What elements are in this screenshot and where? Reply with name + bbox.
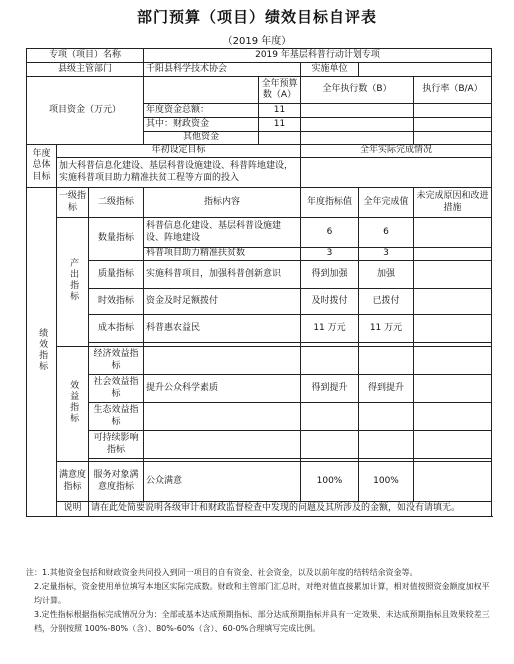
time-label: 时效指标 <box>89 289 144 315</box>
sustain-done <box>359 431 414 459</box>
social-annual: 得到提升 <box>301 375 359 403</box>
eco-label: 生态效益指标 <box>89 403 144 431</box>
funds-total-rate <box>414 104 492 118</box>
hdr-content: 指标内容 <box>144 188 301 218</box>
q1-content: 科普信息化建设、基层科普设施建设、阵地建设 <box>144 218 301 248</box>
econ-done <box>359 347 414 375</box>
page-title: 部门预算（项目）绩效目标自评表 <box>136 8 377 26</box>
footnote-1: 注：1.其他资金包括和财政资金共同投入到同一项目的自有资金、社会资金，以及以前年度的结转结余资金等。 <box>26 568 418 577</box>
time-reason <box>414 289 492 315</box>
time-annual: 及时拨付 <box>301 289 359 315</box>
satisfaction-annual: 100% <box>301 462 359 502</box>
eco-done <box>359 403 414 431</box>
cost-content: 科普惠农益民 <box>144 315 301 343</box>
project-name-value: 2019 年基层科普行动计划专项 <box>144 49 492 63</box>
quality-done: 加强 <box>359 261 414 289</box>
col-rate: 执行率（B/A） <box>414 77 492 104</box>
col-budget: 全年预算数（A） <box>259 77 301 104</box>
q1-reason <box>414 218 492 248</box>
cost-annual: 11 万元 <box>301 315 359 343</box>
goal-actual-text <box>301 158 492 188</box>
sustain-annual <box>301 431 359 459</box>
cost-label: 成本指标 <box>89 315 144 343</box>
col-exec: 全年执行数（B） <box>301 77 414 104</box>
footnote-3: 3.定性指标根据指标完成情况分为：全部或基本达成预期指标、部分达成预期指标并具有一定效果、未达成预期指标且效果较差三档，分别按照 100%-80%（含）、80%-60%（含）、60-0%合理填写完成比例。 <box>34 610 490 633</box>
satisfaction-content: 公众满意 <box>144 462 301 502</box>
dept-label: 县级主管部门 <box>27 63 144 77</box>
funds-blank <box>144 77 259 104</box>
output-label: 产出指标 <box>57 218 89 347</box>
funds-other-exec <box>301 132 414 145</box>
q1-done: 6 <box>359 218 414 248</box>
sustain-reason <box>414 431 492 459</box>
quality-content: 实施科普项目，加强科普创新意识 <box>144 261 301 289</box>
econ-content <box>144 347 301 375</box>
hdr-reason: 未完成原因和改进措施 <box>414 188 492 218</box>
indicators-section-label: 绩效指标 <box>27 188 57 517</box>
hdr-annual: 年度指标值 <box>301 188 359 218</box>
goal-label: 年度总体目标 <box>27 145 57 188</box>
q2-content: 科普项目助力精准扶贫数 <box>144 248 301 261</box>
funds-other-rate <box>414 132 492 145</box>
eco-annual <box>301 403 359 431</box>
effect-label: 效益指标 <box>57 347 89 462</box>
goal-initial-text: 加大科普信息化建设、基层科普设施建设、科普阵地建设，实施科普项目助力精准扶贫工程等方面的投入 <box>57 158 301 188</box>
hdr-level2: 二级指标 <box>89 188 144 218</box>
funds-other-label: 其他资金 <box>144 132 259 145</box>
sustain-label: 可持续影响指标 <box>89 431 144 459</box>
funds-other-budget <box>259 132 301 145</box>
q1-annual: 6 <box>301 218 359 248</box>
time-done: 已拨付 <box>359 289 414 315</box>
project-name-label: 专项（项目）名称 <box>27 49 144 63</box>
funds-total-label: 年度资金总额： <box>144 104 259 118</box>
social-done: 得到提升 <box>359 375 414 403</box>
funds-total-exec <box>301 104 414 118</box>
sustain-content <box>144 431 301 459</box>
q2-annual: 3 <box>301 248 359 261</box>
funds-fiscal-label: 其中：财政资金 <box>144 118 259 132</box>
funds-total-budget: 11 <box>259 104 301 118</box>
satisfaction-reason <box>414 462 492 502</box>
satisfaction-label: 满意度指标 <box>57 462 89 502</box>
dept-value: 千阳县科学技术协会 <box>144 63 301 77</box>
funds-fiscal-rate <box>414 118 492 132</box>
funds-label: 项目资金（万元） <box>27 77 144 145</box>
satisfaction-done: 100% <box>359 462 414 502</box>
impl-value <box>359 63 492 77</box>
hdr-done: 全年完成值 <box>359 188 414 218</box>
quality-annual: 得到加强 <box>301 261 359 289</box>
q2-done: 3 <box>359 248 414 261</box>
satisfaction-sub: 服务对象满意度指标 <box>89 462 144 502</box>
goal-actual-label: 全年实际完成情况 <box>301 145 492 158</box>
funds-fiscal-budget: 11 <box>259 118 301 132</box>
quantity-label: 数量指标 <box>89 218 144 261</box>
social-label: 社会效益指标 <box>89 375 144 403</box>
self-evaluation-table <box>26 48 492 517</box>
footnote-2: 2.定量指标，资金使用单位填写本地区实际完成数。财政和主管部门汇总时，对绝对值直接累加计算，相对值按照资金额度加权平均计算。 <box>34 582 490 605</box>
eco-content <box>144 403 301 431</box>
goal-initial-label: 年初设定目标 <box>57 145 301 158</box>
report-year: （2019 年度） <box>222 36 292 47</box>
econ-reason <box>414 347 492 375</box>
quality-label: 质量指标 <box>89 261 144 289</box>
hdr-level1: 一级指标 <box>57 188 89 218</box>
funds-fiscal-exec <box>301 118 414 132</box>
econ-annual <box>301 347 359 375</box>
eco-reason <box>414 403 492 431</box>
cost-reason <box>414 315 492 343</box>
cost-done: 11 万元 <box>359 315 414 343</box>
note-label: 说明 <box>57 502 89 517</box>
social-content: 提升公众科学素质 <box>144 375 301 403</box>
q2-reason <box>414 248 492 261</box>
footnotes <box>26 566 491 636</box>
econ-label: 经济效益指标 <box>89 347 144 375</box>
impl-label: 实施单位 <box>301 63 359 77</box>
social-reason <box>414 375 492 403</box>
time-content: 资金及时足额拨付 <box>144 289 301 315</box>
quality-reason <box>414 261 492 289</box>
note-text: 请在此处简要说明各级审计和财政监督检查中发现的问题及其所涉及的金额，如没有请填无。 <box>89 502 492 517</box>
